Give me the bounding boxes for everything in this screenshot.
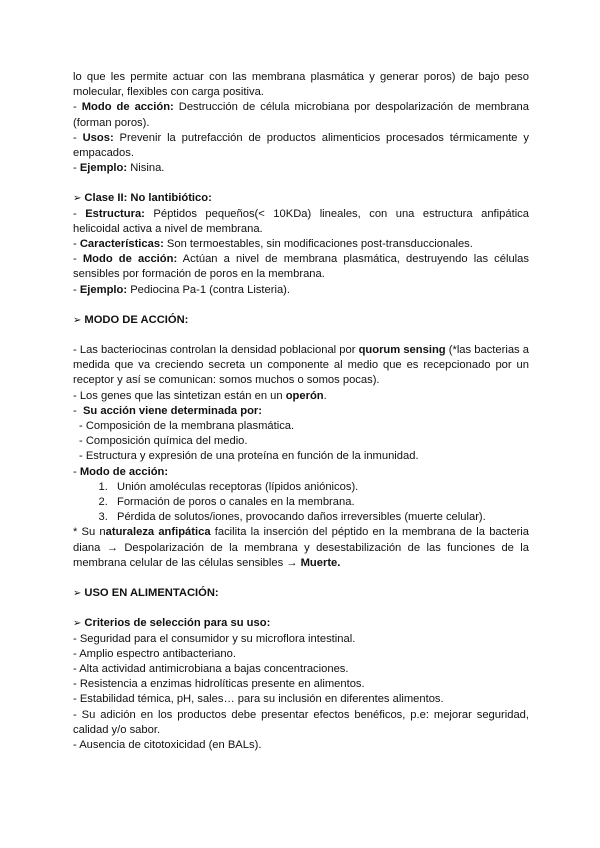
- paragraph-example-1: - Ejemplo: Nisina.: [73, 162, 165, 175]
- list-item: - Ausencia de citotoxicidad (en BALs).: [73, 738, 262, 751]
- list-item: 3. Pérdida de solutos/iones, provocando daños irreversibles (muerte celular).: [111, 510, 529, 525]
- mode-of-action-steps: [73, 480, 529, 526]
- heading-uso-en-alimentacion: ➢ USO EN ALIMENTACIÓN:: [73, 587, 219, 600]
- arrow-icon: ➢: [73, 193, 82, 205]
- paragraph-mode-of-action-1: - Modo de acción: Destrucción de célula microbiana por despolarización de membrana (forman poros).: [73, 101, 529, 129]
- paragraph-mode-of-action-3: - Modo de acción:: [73, 465, 169, 478]
- label-uses: Usos:: [82, 131, 114, 144]
- paragraph-uses: - Usos: Prevenir la putrefacción de productos alimenticios procesados térmicamente y empacados.: [73, 131, 529, 160]
- paragraph-molecular: lo que les permite actuar con las membrana plasmática y generar poros) de bajo peso molecular, flexibles con carga positiva.: [73, 71, 529, 99]
- paragraph-example-2: - Ejemplo: Pediocina Pa-1 (contra Listeria).: [73, 283, 291, 296]
- list-item: - Composición de la membrana plasmática.: [79, 420, 295, 433]
- list-item: - Su adición en los productos debe presentar efectos benéficos, p.e: mejorar seguridad, calidad y/o sabor.: [73, 708, 529, 736]
- heading-class-ii: ➢ Clase II: No lantibiótico:: [73, 192, 212, 205]
- document-page: [73, 70, 529, 753]
- list-item: 2. Formación de poros o canales en la membrana.: [111, 495, 529, 510]
- arrow-icon: ➢: [73, 618, 82, 630]
- heading-criterios: ➢ Criterios de selección para su uso:: [73, 617, 271, 630]
- paragraph-naturaleza-anfipatica: * Su naturaleza anfipática facilita la inserción del péptido en la membrana de la bacteria diana → Despolarización de la membrana y desestabilización de las funciones de la membrana celular de las células sensibles → Muerte.: [73, 526, 530, 569]
- paragraph-action-determined: - Su acción viene determinada por:: [73, 404, 263, 417]
- arrow-icon: ➢: [73, 588, 82, 600]
- paragraph-operon: - Los genes que las sintetizan están en un operón.: [73, 389, 327, 402]
- paragraph-quorum-sensing: - Las bacteriocinas controlan la densidad poblacional por quorum sensing (*las bacterias a medida que va creciendo secreta un componente al medio que es recepcionado por un receptor y así se comunican: somos muchos o somos pocas).: [73, 344, 529, 387]
- arrow-icon: ➢: [73, 314, 82, 326]
- label-example: Ejemplo:: [79, 162, 128, 175]
- list-item: - Amplio espectro antibacteriano.: [73, 647, 236, 660]
- paragraph-mode-of-action-2: - Modo de acción: Actúan a nivel de membrana plasmática, destruyendo las células sensibles por formación de poros en la membrana.: [73, 253, 529, 281]
- list-item: - Estructura y expresión de una proteína en función de la inmunidad.: [79, 450, 419, 463]
- list-item: - Seguridad para el consumidor y su microflora intestinal.: [73, 632, 356, 645]
- paragraph-characteristics: - Características: Son termoestables, sin modificaciones post-transduccionales.: [73, 238, 473, 251]
- list-item: - Alta actividad antimicrobiana a bajas concentraciones.: [73, 662, 349, 675]
- list-item: - Estabilidad témica, pH, sales… para su inclusión en diferentes alimentos.: [73, 693, 444, 706]
- paragraph-structure: - Estructura: Péptidos pequeños(< 10KDa) lineales, con una estructura anfipática helicoidal activa a nivel de membrana.: [73, 207, 529, 235]
- heading-modo-de-accion: ➢ MODO DE ACCIÓN:: [73, 313, 189, 326]
- label-mode-of-action: Modo de acción:: [81, 101, 174, 114]
- list-item: - Resistencia a enzimas hidrolíticas presente en alimentos.: [73, 678, 365, 691]
- list-item: 1. Unión amoléculas receptoras (lípidos aniónicos).: [111, 480, 529, 495]
- list-item: - Composición química del medio.: [79, 435, 248, 448]
